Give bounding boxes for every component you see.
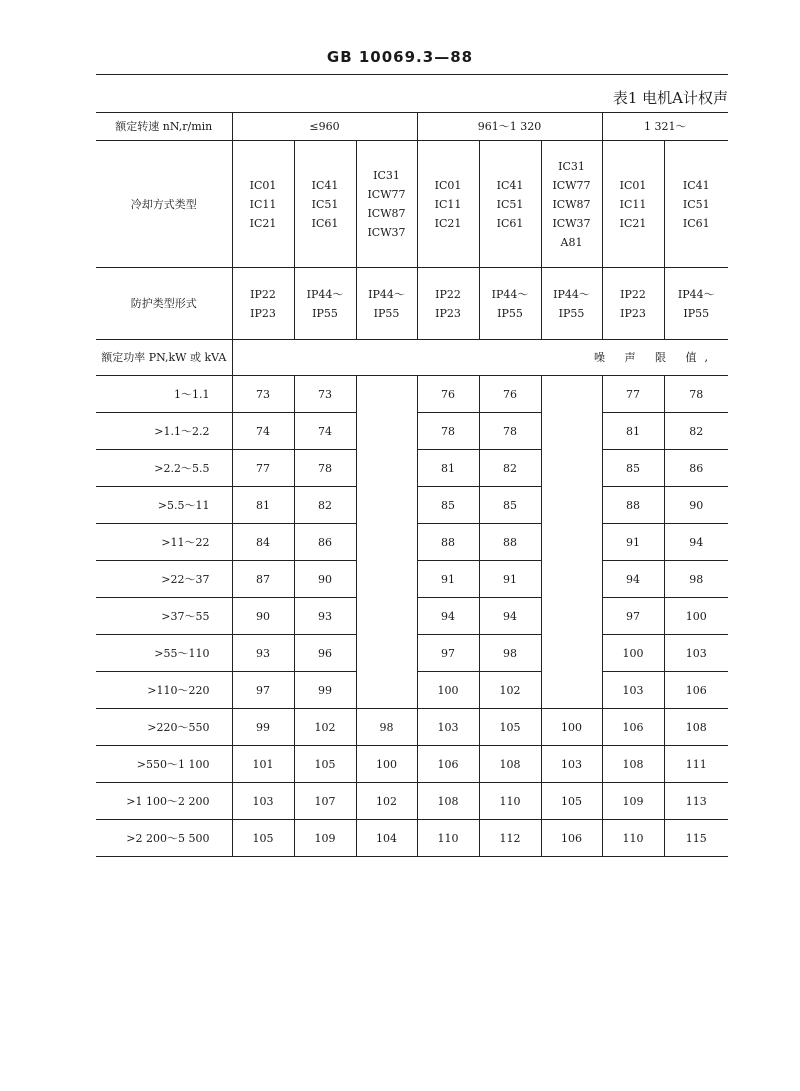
noise-value: 84 [232, 524, 294, 561]
table-row [96, 450, 728, 487]
noise-value: 108 [417, 783, 479, 820]
cooling-col-4 [417, 141, 479, 268]
noise-value: 108 [664, 709, 728, 746]
noise-value: 103 [602, 672, 664, 709]
speed-group-1: ≤960 [232, 113, 417, 141]
noise-value: 93 [294, 598, 356, 635]
noise-value: 82 [479, 450, 541, 487]
noise-value: 93 [232, 635, 294, 672]
noise-value [356, 413, 417, 450]
noise-value: 115 [664, 820, 728, 857]
cooling-code: ICW77 [367, 188, 406, 201]
cooling-col-7 [602, 141, 664, 268]
cooling-col-2 [294, 141, 356, 268]
noise-value [356, 487, 417, 524]
power-range: >5.5～11 [96, 487, 232, 524]
cooling-code: IC41 [496, 178, 524, 192]
table-row [96, 487, 728, 524]
noise-value: 106 [417, 746, 479, 783]
cooling-code: ICW87 [552, 197, 591, 211]
noise-value: 86 [294, 524, 356, 561]
noise-value: 106 [602, 709, 664, 746]
noise-value [356, 672, 417, 709]
noise-value: 87 [232, 561, 294, 598]
cooling-code: IC61 [496, 216, 524, 230]
cooling-col-1 [232, 141, 294, 268]
noise-value: 105 [541, 783, 602, 820]
cooling-code: IC61 [311, 216, 339, 230]
noise-value [356, 376, 417, 413]
table-row [96, 783, 728, 820]
power-range: >11～22 [96, 524, 232, 561]
power-range: >37～55 [96, 598, 232, 635]
noise-value: 78 [479, 413, 541, 450]
noise-value: 98 [479, 635, 541, 672]
noise-value: 94 [479, 598, 541, 635]
protection-code: IP22 [620, 287, 646, 301]
power-label: 额定功率 PN,kW 或 kVA [96, 340, 232, 376]
noise-value: 99 [232, 709, 294, 746]
protection-row [96, 268, 728, 340]
noise-value: 91 [417, 561, 479, 598]
protection-code: IP55 [312, 306, 338, 320]
protection-col-3 [356, 268, 417, 340]
power-range: >220～550 [96, 709, 232, 746]
protection-code: IP22 [250, 287, 276, 301]
protection-col-7 [602, 268, 664, 340]
protection-code: IP22 [435, 287, 461, 301]
noise-value: 73 [294, 376, 356, 413]
noise-value: 101 [232, 746, 294, 783]
noise-value [541, 450, 602, 487]
cooling-code: ICW37 [367, 226, 406, 239]
table-row [96, 672, 728, 709]
cooling-code: IC51 [311, 197, 339, 211]
noise-value: 90 [664, 487, 728, 524]
noise-value: 94 [417, 598, 479, 635]
power-range: >550～1 100 [96, 746, 232, 783]
speed-group-3: 1 321～ [602, 113, 728, 141]
cooling-code: IC21 [619, 216, 647, 230]
noise-value: 74 [232, 413, 294, 450]
standard-code: GB 10069.3—88 [326, 48, 474, 66]
protection-code: IP44～ [306, 287, 344, 301]
noise-value: 113 [664, 783, 728, 820]
protection-col-1 [232, 268, 294, 340]
protection-col-8 [664, 268, 728, 340]
table-row [96, 561, 728, 598]
cooling-code: IC41 [682, 178, 710, 192]
noise-value: 94 [664, 524, 728, 561]
protection-code: IP44～ [368, 287, 405, 301]
noise-value: 85 [479, 487, 541, 524]
speed-row [96, 113, 728, 141]
cooling-code: ICW37 [552, 216, 591, 230]
noise-value: 106 [541, 820, 602, 857]
noise-value: 102 [479, 672, 541, 709]
noise-limit-label: 噪 声 限 值, [232, 340, 728, 376]
noise-value: 91 [602, 524, 664, 561]
cooling-col-3 [356, 141, 417, 268]
table-title: 表1 电机A计权声 [612, 89, 728, 107]
power-range: >2 200～5 500 [96, 820, 232, 857]
noise-value: 85 [417, 487, 479, 524]
noise-value [541, 376, 602, 413]
noise-value [541, 635, 602, 672]
header-rule [96, 74, 728, 75]
noise-value: 81 [232, 487, 294, 524]
protection-col-5 [479, 268, 541, 340]
noise-value: 100 [541, 709, 602, 746]
cooling-code: IC41 [311, 178, 339, 192]
noise-value: 73 [232, 376, 294, 413]
protection-col-2 [294, 268, 356, 340]
noise-value: 85 [602, 450, 664, 487]
protection-label: 防护类型形式 [96, 268, 232, 340]
table-row [96, 376, 728, 413]
power-range: >1 100～2 200 [96, 783, 232, 820]
cooling-code: IC11 [619, 197, 647, 211]
speed-label: 额定转速 nN,r/min [96, 113, 232, 141]
noise-value: 88 [417, 524, 479, 561]
noise-value: 105 [232, 820, 294, 857]
power-range: >1.1～2.2 [96, 413, 232, 450]
table-row [96, 746, 728, 783]
noise-value: 100 [602, 635, 664, 672]
noise-value: 102 [356, 783, 417, 820]
power-range: 1～1.1 [96, 376, 232, 413]
protection-code: IP44～ [677, 287, 715, 301]
cooling-code: IC21 [249, 216, 277, 230]
noise-value: 78 [664, 376, 728, 413]
noise-value: 108 [602, 746, 664, 783]
noise-value: 104 [356, 820, 417, 857]
noise-value: 106 [664, 672, 728, 709]
noise-value: 77 [602, 376, 664, 413]
noise-value [541, 561, 602, 598]
protection-col-6 [541, 268, 602, 340]
cooling-code: ICW77 [552, 178, 591, 192]
noise-value: 88 [602, 487, 664, 524]
cooling-code: IC61 [682, 216, 710, 230]
noise-value: 82 [664, 413, 728, 450]
noise-value: 90 [232, 598, 294, 635]
noise-value [541, 413, 602, 450]
noise-value: 76 [417, 376, 479, 413]
noise-value: 76 [479, 376, 541, 413]
protection-code: IP55 [683, 306, 710, 320]
noise-value: 100 [417, 672, 479, 709]
noise-value: 110 [602, 820, 664, 857]
protection-code: IP44～ [553, 287, 590, 301]
noise-value: 74 [294, 413, 356, 450]
noise-value: 88 [479, 524, 541, 561]
table-row [96, 413, 728, 450]
noise-value: 78 [294, 450, 356, 487]
table-row [96, 524, 728, 561]
noise-value: 81 [417, 450, 479, 487]
noise-value: 100 [664, 598, 728, 635]
protection-code: IP23 [435, 306, 461, 320]
table-row [96, 709, 728, 746]
noise-value: 98 [356, 709, 417, 746]
noise-value: 105 [294, 746, 356, 783]
power-range: >2.2～5.5 [96, 450, 232, 487]
protection-code: IP23 [620, 306, 646, 320]
noise-value [356, 598, 417, 635]
noise-value: 108 [479, 746, 541, 783]
protection-code: IP55 [497, 306, 523, 320]
noise-value: 90 [294, 561, 356, 598]
cooling-label: 冷却方式类型 [96, 141, 232, 268]
noise-value: 105 [479, 709, 541, 746]
table-row [96, 820, 728, 857]
noise-value: 98 [664, 561, 728, 598]
noise-value: 77 [232, 450, 294, 487]
cooling-col-6 [541, 141, 602, 268]
noise-value [541, 487, 602, 524]
noise-value: 107 [294, 783, 356, 820]
power-range: >22～37 [96, 561, 232, 598]
table-row [96, 635, 728, 672]
noise-value: 100 [356, 746, 417, 783]
noise-value: 103 [417, 709, 479, 746]
noise-value: 110 [479, 783, 541, 820]
noise-value: 112 [479, 820, 541, 857]
cooling-col-5 [479, 141, 541, 268]
power-header-row [96, 340, 728, 376]
cooling-code: IC31 [558, 159, 585, 173]
cooling-code: IC11 [434, 197, 462, 211]
cooling-code: IC31 [373, 169, 400, 182]
cooling-code: A81 [560, 235, 583, 249]
noise-value: 109 [602, 783, 664, 820]
noise-value [356, 561, 417, 598]
cooling-code: IC01 [434, 178, 462, 192]
cooling-code: IC51 [682, 197, 710, 211]
noise-value: 111 [664, 746, 728, 783]
noise-value: 78 [417, 413, 479, 450]
noise-value: 102 [294, 709, 356, 746]
protection-code: IP44～ [491, 287, 529, 301]
power-range: >55～110 [96, 635, 232, 672]
cooling-code: IC51 [496, 197, 524, 211]
protection-code: IP55 [373, 306, 400, 320]
protection-code: IP55 [558, 306, 585, 320]
power-range: >110～220 [96, 672, 232, 709]
noise-value: 97 [232, 672, 294, 709]
noise-value [356, 635, 417, 672]
table-row [96, 598, 728, 635]
protection-col-4 [417, 268, 479, 340]
noise-value: 91 [479, 561, 541, 598]
cooling-row [96, 141, 728, 268]
noise-value: 103 [232, 783, 294, 820]
noise-value [356, 524, 417, 561]
noise-value: 82 [294, 487, 356, 524]
noise-value: 110 [417, 820, 479, 857]
cooling-code: IC01 [619, 178, 647, 192]
noise-value: 97 [602, 598, 664, 635]
noise-value: 81 [602, 413, 664, 450]
cooling-code: ICW87 [367, 207, 406, 220]
noise-value: 109 [294, 820, 356, 857]
noise-value [541, 598, 602, 635]
noise-value [541, 524, 602, 561]
noise-value [356, 450, 417, 487]
cooling-code: IC01 [249, 178, 277, 192]
noise-value: 86 [664, 450, 728, 487]
cooling-code: IC11 [249, 197, 277, 211]
cooling-col-8 [664, 141, 728, 268]
protection-code: IP23 [250, 306, 276, 320]
noise-value: 103 [664, 635, 728, 672]
noise-value: 96 [294, 635, 356, 672]
speed-group-2: 961～1 320 [417, 113, 602, 141]
noise-value: 99 [294, 672, 356, 709]
noise-limit-table [96, 112, 728, 857]
noise-value: 94 [602, 561, 664, 598]
noise-value [541, 672, 602, 709]
cooling-code: IC21 [434, 216, 462, 230]
noise-value: 97 [417, 635, 479, 672]
noise-value: 103 [541, 746, 602, 783]
